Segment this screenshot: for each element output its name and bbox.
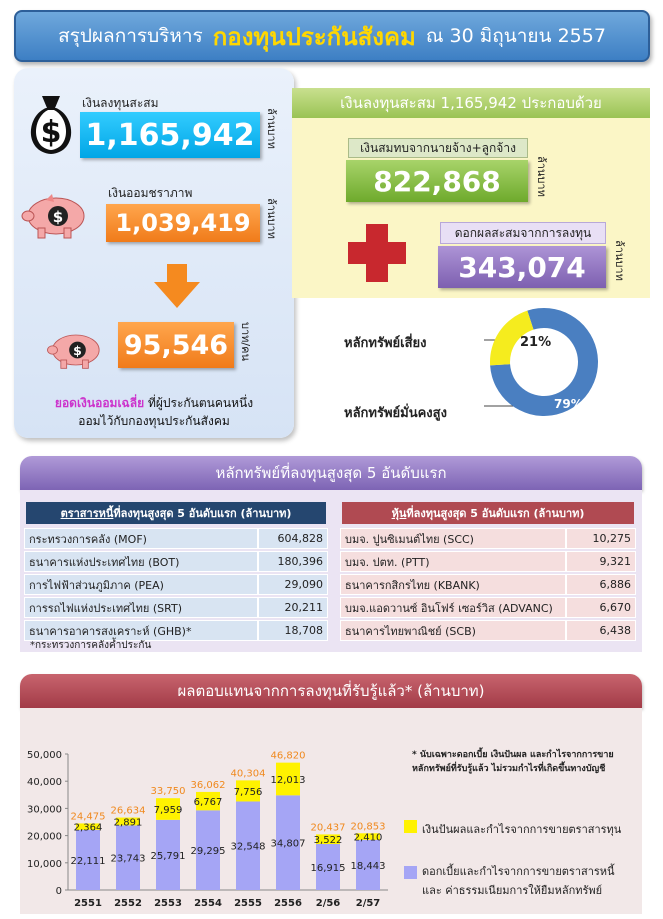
y-tick-label: 0 [55,886,62,897]
bond-name: การรถไฟแห่งประเทศไทย (SRT) [24,597,258,618]
summary-panel [14,68,294,438]
stocks-title-rest: ที่ลงทุนสูงสุด 5 อันดับแรก (ล้านบาท) [406,507,585,520]
label-dividend: 7,959 [153,805,183,817]
stock-name: ธนาคารไทยพาณิชย์ (SCB) [340,620,566,641]
x-tick-label: 2551 [74,898,102,909]
note-highlight: ยอดเงินออมเฉลี่ย [54,396,145,410]
return-unit: ล้านบาท [613,240,626,281]
svg-text:$: $ [73,343,82,358]
stock-row [340,620,636,641]
title-highlight: กองทุนประกันสังคม [212,22,416,51]
label-dividend: 2,364 [73,822,103,834]
bond-value: 604,828 [258,528,328,549]
label-interest: 16,915 [310,862,346,874]
stock-name: ธนาคารกสิกรไทย (KBANK) [340,574,566,595]
title-suffix: ณ 30 มิถุนายน 2557 [425,25,606,47]
stock-value: 6,438 [566,620,636,641]
legend-dividend: เงินปันผลและกำไรจากการขายตราสารทุน [422,823,622,836]
bond-value: 18,708 [258,620,328,641]
bond-row [24,597,328,618]
returns-footnote-1: * นับเฉพาะดอกเบี้ย เงินปันผล และกำไรจากการขาย [412,750,614,760]
savings-value: 1,039,419 [106,204,260,242]
bond-name: ธนาคารอาคารสงเคราะห์ (GHB)* [24,620,258,641]
legend-swatch-dividend [404,820,417,833]
label-interest: 18,443 [350,860,386,872]
bonds-table [24,526,328,643]
bond-name: กระทรวงการคลัง (MOF) [24,528,258,549]
safe-label: หลักทรัพย์มั่นคงสูง [344,406,447,421]
savings-note [14,394,294,430]
x-tick-label: 2/57 [355,898,381,909]
note-line1: ที่ผู้ประกันตนคนหนึ่ง [147,396,254,410]
bond-value: 29,090 [258,574,328,595]
x-tick-label: 2552 [114,898,142,909]
label-total: 24,475 [70,811,106,823]
risk-donut-chart [484,306,604,418]
label-interest: 22,111 [70,855,106,867]
svg-text:$: $ [40,115,62,150]
title-prefix: สรุปผลการบริหาร [58,25,203,47]
label-dividend: 2,891 [113,817,143,829]
stocks-title-underlined: หุ้น [391,507,407,520]
bond-value: 180,396 [258,551,328,572]
legend-interest-1: ดอกเบี้ยและกำไรจากการขายตราสารหนี้ [422,865,615,878]
svg-text:$: $ [52,208,64,226]
return-value: 343,074 [438,246,606,288]
money-bag-icon [22,92,80,158]
label-total: 20,853 [350,821,386,833]
x-tick-label: 2554 [194,898,222,909]
invest-unit: ล้านบาท [265,108,278,149]
label-total: 36,062 [190,779,226,791]
label-dividend: 12,013 [270,774,306,786]
top5-title: หลักทรัพย์ที่ลงทุนสูงสุด 5 อันดับแรก [20,456,642,490]
y-tick-label: 20,000 [27,831,62,843]
label-interest: 23,743 [110,853,146,865]
stock-row [340,551,636,572]
bonds-note: *กระทรวงการคลังค้ำประกัน [30,640,152,651]
stock-row [340,597,636,618]
stock-row [340,528,636,549]
return-label: ดอกผลสะสมจากการลงทุน [440,222,606,244]
x-tick-label: 2556 [274,898,302,909]
per-person-value: 95,546 [118,322,234,368]
x-tick-label: 2/56 [315,898,341,909]
contrib-label: เงินสมทบจากนายจ้าง+ลูกจ้าง [348,138,528,158]
returns-title: ผลตอบแทนจากการลงทุนที่รับรู้แล้ว* (ล้านบาท) [20,674,642,708]
y-tick-label: 30,000 [27,804,62,816]
composition-title: เงินลงทุนสะสม 1,165,942 ประกอบด้วย [292,88,650,118]
y-tick-label: 50,000 [27,750,62,761]
stock-value: 6,886 [566,574,636,595]
bond-value: 20,211 [258,597,328,618]
returns-footnote [412,748,614,776]
bonds-title-rest: ที่ลงทุนสูงสุด 5 อันดับแรก (ล้านบาท) [113,507,292,520]
safe-pct-label: 79% [554,397,583,411]
label-dividend: 6,767 [193,797,223,809]
page-title-banner [14,10,650,62]
y-tick-label: 40,000 [27,777,62,789]
risky-pct-label: 21% [520,335,552,350]
label-dividend: 7,756 [233,786,263,798]
bond-name: ธนาคารแห่งประเทศไทย (BOT) [24,551,258,572]
stock-name: บมจ. ปตท. (PTT) [340,551,566,572]
x-tick-label: 2553 [154,898,182,909]
label-interest: 29,295 [190,846,226,858]
bond-row [24,551,328,572]
stock-row [340,574,636,595]
legend-interest-2: และ ค่าธรรมเนียมการให้ยืมหลักทรัพย์ [422,884,603,897]
label-dividend: 2,410 [353,832,383,844]
down-arrow-icon [152,264,202,310]
legend-swatch-interest [404,866,417,879]
label-total: 26,634 [110,805,146,817]
label-total: 40,304 [230,768,266,780]
stock-name: บมจ.แอดวานซ์ อินโฟร์ เซอร์วิส (ADVANC) [340,597,566,618]
bonds-table-title [26,502,326,524]
label-interest: 34,807 [270,838,306,850]
legend-interest [422,862,615,900]
plus-icon [346,222,408,284]
invest-value: 1,165,942 [80,112,260,158]
label-total: 46,820 [270,750,306,762]
stocks-table-title [342,502,634,524]
label-interest: 25,791 [150,850,186,862]
risk-connector-lines [438,310,440,410]
stocks-table [340,526,636,643]
label-interest: 32,548 [230,841,266,853]
per-person-unit: บาท/คน [239,322,252,361]
bond-row [24,574,328,595]
note-line2: ออมไว้กับกองทุนประกันสังคม [78,414,230,428]
risky-label: หลักทรัพย์เสี่ยง [344,336,427,351]
stock-name: บมจ. ปูนซิเมนต์ไทย (SCC) [340,528,566,549]
y-tick-label: 10,000 [27,858,62,870]
returns-bar-chart [20,726,400,916]
label-dividend: 3,522 [313,835,343,847]
savings-unit: ล้านบาท [265,198,278,239]
piggy-bank-icon [20,192,90,240]
label-total: 20,437 [310,822,346,834]
contrib-unit: ล้านบาท [535,156,548,197]
piggy-bank-small-icon [44,330,106,370]
savings-label: เงินออมชราภาพ [108,186,193,200]
contrib-value: 822,868 [346,160,528,202]
x-tick-label: 2555 [234,898,262,909]
label-total: 33,750 [150,786,186,798]
bonds-title-underlined: ตราสารหนี้ [60,507,114,520]
stock-value: 9,321 [566,551,636,572]
returns-footnote-2: หลักทรัพย์ที่รับรู้แล้ว ไม่รวมกำไรที่เกิดขึ้นทางบัญชี [412,764,606,774]
bond-row [24,528,328,549]
bond-name: การไฟฟ้าส่วนภูมิภาค (PEA) [24,574,258,595]
stock-value: 6,670 [566,597,636,618]
stock-value: 10,275 [566,528,636,549]
invest-label: เงินลงทุนสะสม [82,96,159,110]
